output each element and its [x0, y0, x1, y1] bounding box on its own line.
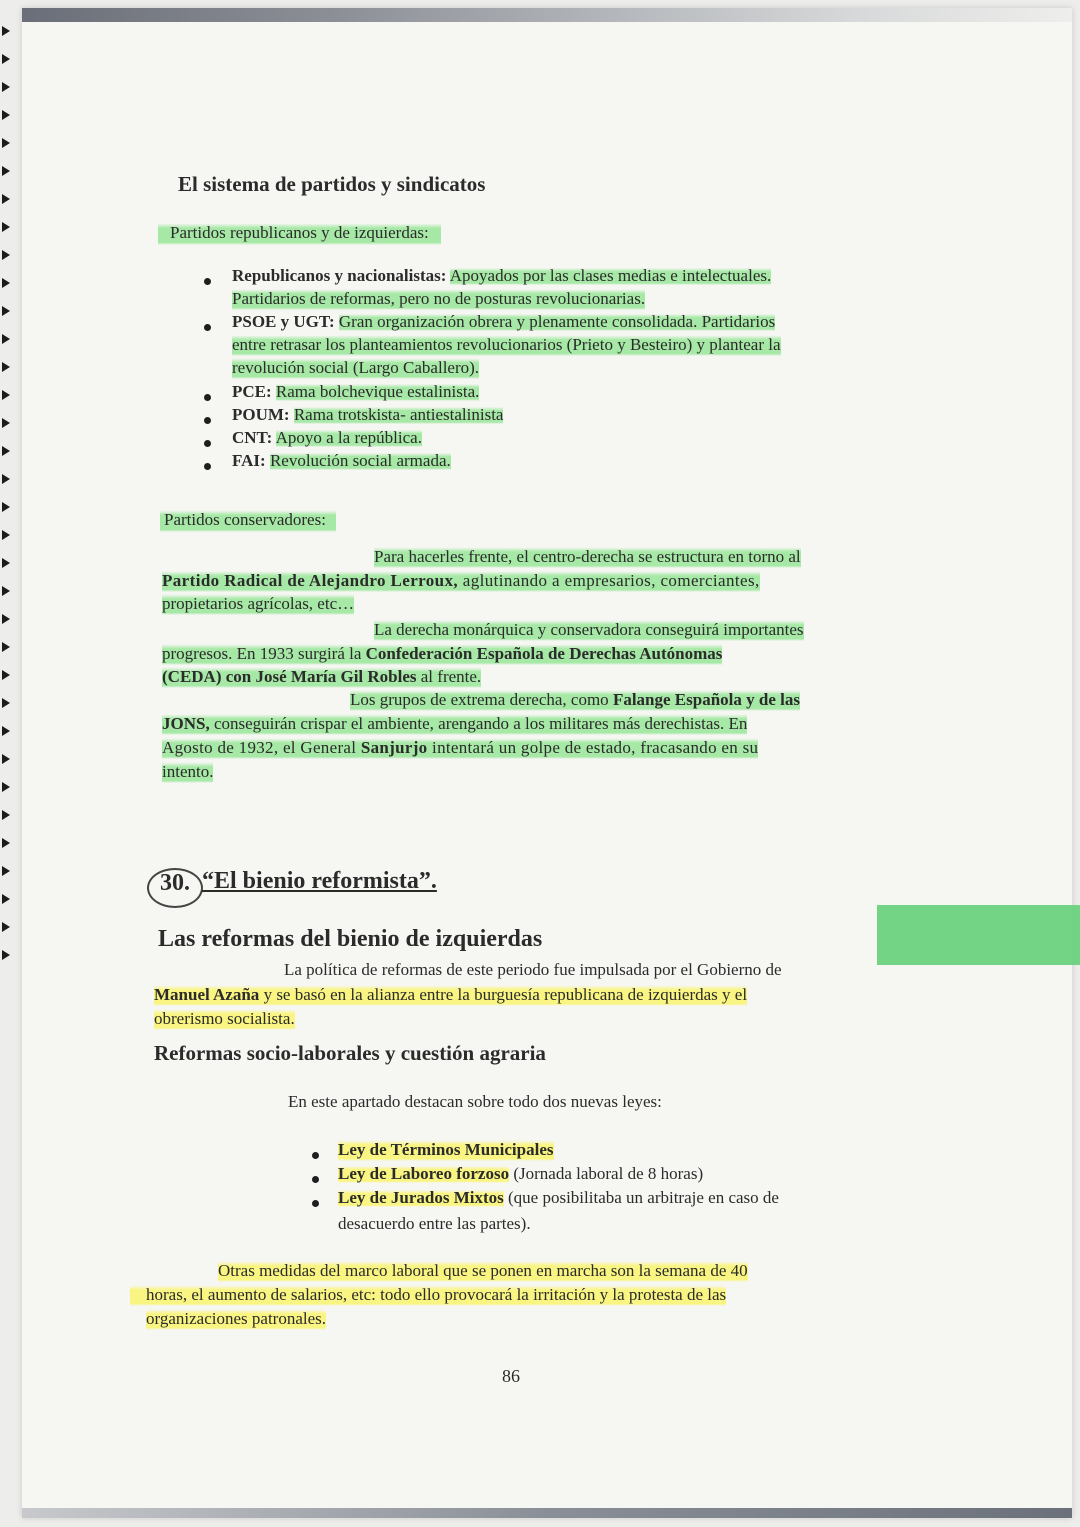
law-desc: (Jornada laboral de 8 horas)	[513, 1164, 704, 1183]
paragraph-line: La derecha monárquica y conservadora conseguirá importantes	[374, 620, 804, 639]
paragraph-line: Otras medidas del marco laboral que se ponen en marcha son la semana de 40	[218, 1261, 748, 1280]
list-item	[338, 1186, 779, 1209]
list-item	[338, 1162, 703, 1185]
law-name: Ley de Laboreo forzoso	[338, 1164, 510, 1183]
green-marker-tab	[877, 905, 1080, 965]
subsection-heading: Reformas socio-laborales y cuestión agraria	[154, 1041, 546, 1065]
law-name: Ley de Términos Municipales	[338, 1140, 554, 1159]
subsection-heading: Las reformas del bienio de izquierdas	[158, 926, 543, 952]
bullet-icon	[204, 417, 211, 424]
paragraph-line: progresos. En 1933 surgirá la Confederación Española de Derechas Autónomas	[162, 644, 723, 663]
section-number: 30.	[160, 870, 190, 896]
list-item	[232, 310, 775, 333]
party-name: PSOE y UGT:	[232, 312, 335, 331]
bullet-icon	[204, 324, 211, 331]
party-desc: Revolución social armada.	[269, 451, 451, 470]
list-item	[232, 380, 479, 403]
bullet-icon	[312, 1152, 319, 1159]
party-desc-cont: revolución social (Largo Caballero).	[232, 358, 480, 377]
paragraph-line: Para hacerles frente, el centro-derecha se estructura en torno al	[374, 547, 801, 566]
bullet-icon	[312, 1200, 319, 1207]
party-desc: Gran organización obrera y plenamente consolidada. Partidarios	[338, 312, 776, 331]
law-desc: (que posibilitaba un arbitraje en caso de	[508, 1188, 779, 1207]
party-desc: Apoyo a la república.	[275, 428, 422, 447]
spiral-binding	[0, 20, 14, 1020]
paragraph-line: JONS, conseguirán crispar el ambiente, arengando a los militares más derechistas. En	[162, 714, 748, 733]
paragraph-line: organizaciones patronales.	[146, 1309, 327, 1328]
party-name: FAI:	[232, 451, 266, 470]
paragraph-line: Los grupos de extrema derecha, como Falange Española y de las	[350, 690, 800, 709]
scan-bottom-edge	[22, 1508, 1072, 1518]
bullet-icon	[312, 1176, 319, 1183]
paragraph-line: (CEDA) con José María Gil Robles al frente.	[162, 667, 482, 686]
paragraph-line: Agosto de 1932, el General Sanjurjo intentará un golpe de estado, fracasando en su	[162, 738, 759, 757]
list-item	[232, 264, 771, 287]
paragraph-line: intento.	[162, 762, 214, 781]
paragraph-line: La política de reformas de este periodo fue impulsada por el Gobierno de	[284, 960, 782, 979]
law-desc-cont: desacuerdo entre las partes).	[338, 1214, 531, 1233]
list-item	[232, 426, 422, 449]
party-name: Republicanos y nacionalistas:	[232, 266, 447, 285]
paragraph-line: Partido Radical de Alejandro Lerroux, aglutinando a empresarios, comerciantes,	[162, 571, 760, 590]
bullet-icon	[204, 463, 211, 470]
section-heading: “El bienio reformista”.	[202, 868, 437, 894]
bullet-icon	[204, 394, 211, 401]
list-item	[232, 449, 451, 472]
party-desc-cont: Partidarios de reformas, pero no de posturas revolucionarias.	[232, 289, 646, 308]
party-desc: Rama bolchevique estalinista.	[275, 382, 480, 401]
section-title: El sistema de partidos y sindicatos	[178, 172, 486, 196]
party-desc: Apoyados por las clases medias e intelectuales.	[449, 266, 772, 285]
page-number: 86	[502, 1366, 520, 1386]
scan-top-edge	[22, 8, 1072, 22]
left-parties-label: Partidos republicanos y de izquierdas:	[158, 221, 441, 245]
party-name: PCE:	[232, 382, 272, 401]
party-desc: Rama trotskista- antiestalinista	[293, 405, 504, 424]
paragraph-line: horas, el aumento de salarios, etc: todo ello provocará la irritación y la protesta de las	[130, 1283, 726, 1306]
party-name: CNT:	[232, 428, 273, 447]
bullet-icon	[204, 278, 211, 285]
paragraph-line: propietarios agrícolas, etc…	[162, 594, 355, 613]
paragraph-line: obrerismo socialista.	[154, 1009, 295, 1028]
party-desc-cont: entre retrasar los planteamientos revolucionarios (Prieto y Besteiro) y plantear la	[232, 335, 781, 354]
law-name: Ley de Jurados Mixtos	[338, 1188, 504, 1207]
list-item	[232, 403, 503, 426]
laws-intro: En este apartado destacan sobre todo dos nuevas leyes:	[288, 1092, 662, 1111]
party-name: POUM:	[232, 405, 290, 424]
bullet-icon	[204, 440, 211, 447]
paragraph-line: Manuel Azaña y se basó en la alianza entre la burguesía republicana de izquierdas y el	[154, 985, 748, 1004]
conservative-label: Partidos conservadores:	[160, 508, 336, 532]
